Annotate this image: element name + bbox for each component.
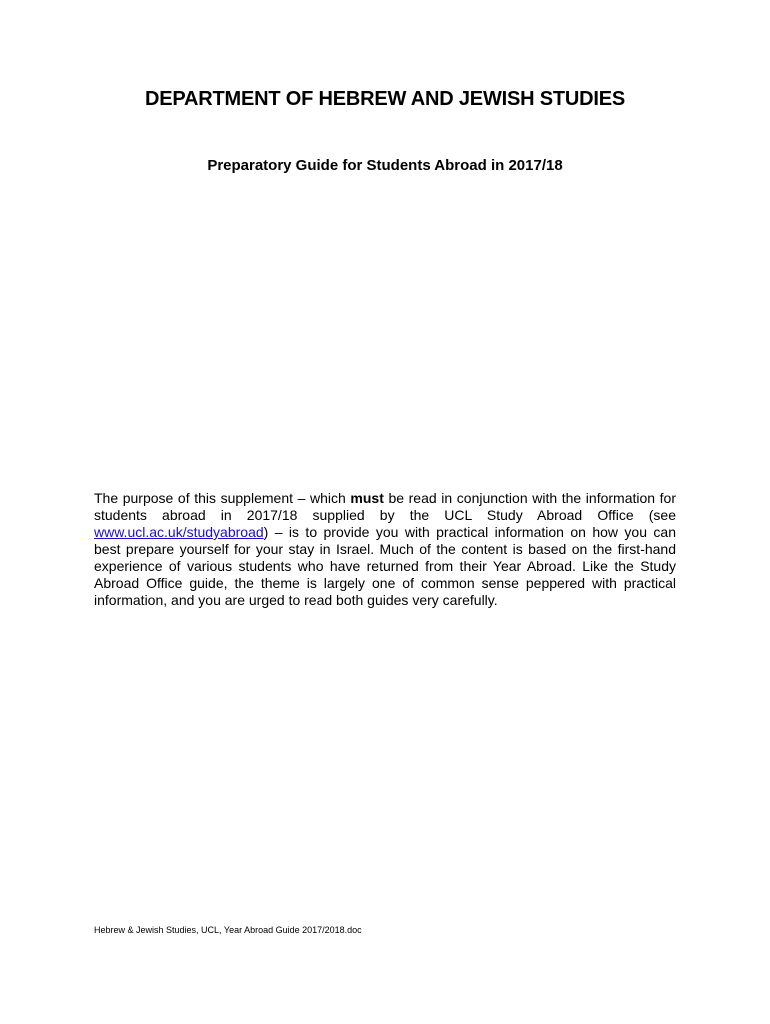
page-footer: Hebrew & Jewish Studies, UCL, Year Abroad Guide 2017/2018.doc <box>94 925 362 935</box>
study-abroad-link[interactable]: www.ucl.ac.uk/studyabroad <box>94 524 264 540</box>
intro-text-part1: The purpose of this supplement – which <box>94 490 351 506</box>
intro-emphasis: must <box>350 490 384 506</box>
page-title: DEPARTMENT OF HEBREW AND JEWISH STUDIES <box>145 88 625 110</box>
page-subtitle: Preparatory Guide for Students Abroad in 2017/18 <box>207 157 563 174</box>
intro-paragraph <box>94 490 676 609</box>
intro-text-part3: ) – is to provide you with practical information on how you can best prepare yourself for your stay in Israel. Much of the content is based on the first-hand experience of various students who have returned from their Year Abroad. Like the Study Abroad Office guide, the theme is largely one of common sense peppered with practical information, and you are urged to read both guides very carefully. <box>94 524 676 608</box>
intro-text-part2: be read in conjunction with the information for students abroad in 2017/18 supplied by the UCL Study Abroad Office (see <box>94 490 676 523</box>
